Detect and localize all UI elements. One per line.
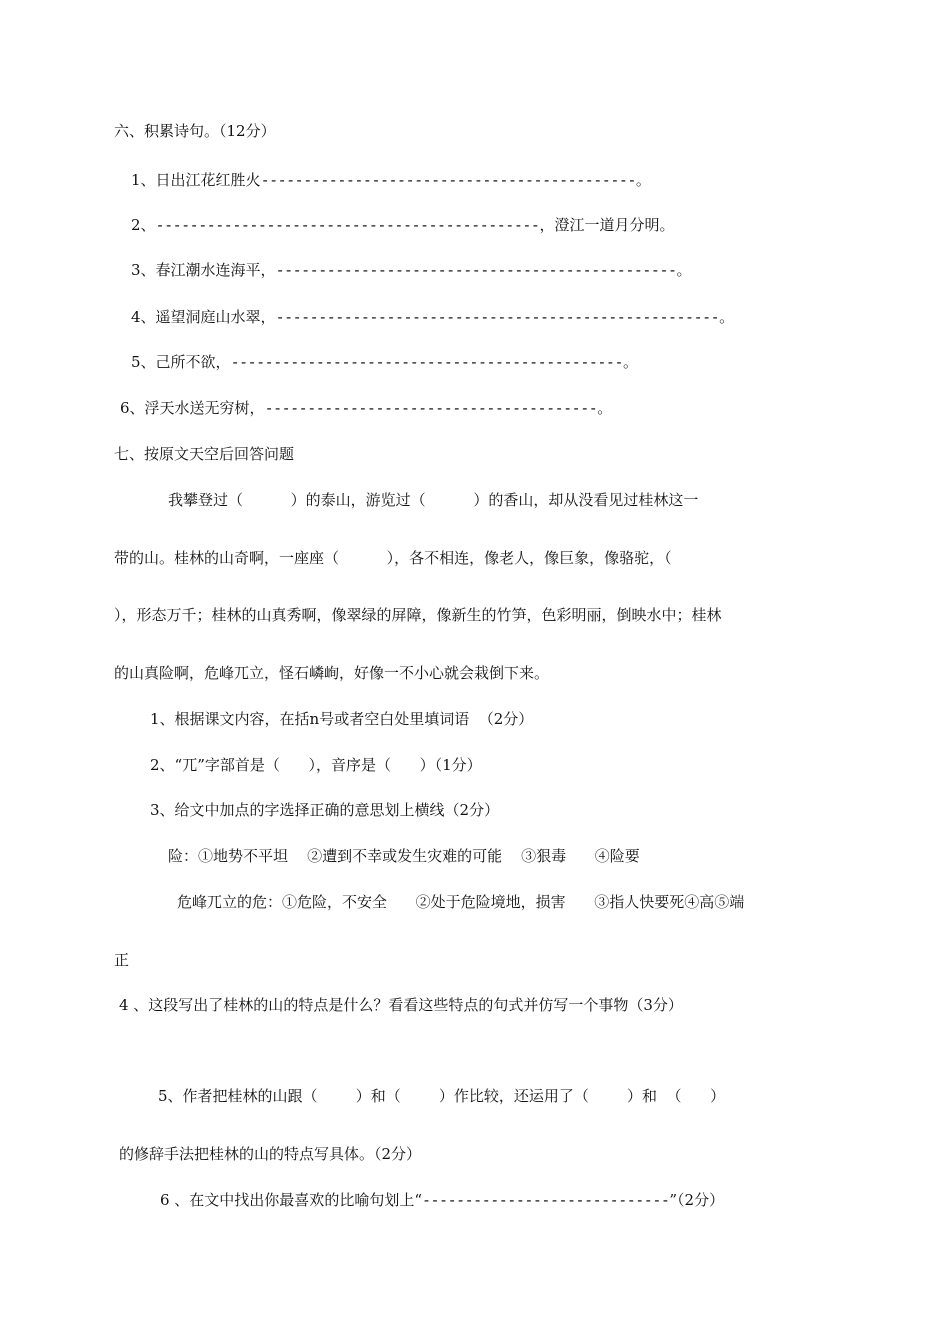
passage-line: ），形态万千；桂林的山真秀啊，像翠绿的屏障，像新生的竹笋，色彩明丽，倒映水中；桂林 [114, 606, 722, 624]
passage-line: 带的山。桂林的山奇啊，一座座（ ），各不相连，像老人，像巨象，像骆驼，（ [114, 549, 672, 567]
question-6: 6 、在文中找出你最喜欢的比喻句划上“-----------------------------”（2分） [160, 1191, 725, 1209]
question-5: 5、作者把桂林的山跟（ ）和（ ）作比较，还运用了（ ）和 （ ） [158, 1087, 726, 1105]
section-6-title: 六、积累诗句。（12分） [114, 122, 276, 140]
question-5-continued: 的修辞手法把桂林的山的特点写具体。（2分） [119, 1145, 422, 1163]
question-3-options-2: 危峰兀立的危：①危险，不安全 ②处于危险境地，损害 ③指人快要死④高⑤端 [177, 893, 745, 911]
question-3-options-2-continued: 正 [114, 951, 130, 969]
question-1: 1、根据课文内容，在括n号或者空白处里填词语 （2分） [150, 710, 534, 728]
section-7-title: 七、按原文天空后回答问题 [114, 445, 295, 463]
answer-blank[interactable]: ----------------------------------------------- [275, 261, 677, 279]
poem-item-4: 4、遥望洞庭山水翠，----------------------------------------------------。 [131, 308, 735, 326]
answer-blank[interactable]: -------------------------------------------- [260, 171, 636, 189]
question-2: 2、“兀”字部首是（ ），音序是（ ）（1分） [150, 756, 482, 774]
answer-blank[interactable]: ---------------------------------------------- [230, 353, 623, 371]
question-3: 3、给文中加点的字选择正确的意思划上横线（2分） [150, 801, 500, 819]
passage-line: 我攀登过（ ）的泰山，游览过（ ）的香山，却从没看见过桂林这一 [168, 491, 699, 509]
poem-item-2: 2、---------------------------------------------，澄江一道月分明。 [131, 216, 675, 234]
answer-blank[interactable]: ---------------------------------------------------- [275, 308, 720, 326]
poem-item-6: 6、浮天水送无穷树，---------------------------------------。 [120, 399, 613, 417]
poem-item-5: 5、己所不欲，----------------------------------------------。 [131, 353, 638, 371]
question-4: 4 、这段写出了桂林的山的特点是什么？看看这些特点的句式并仿写一个事物（3分） [119, 996, 683, 1014]
poem-item-1: 1、日出江花红胜火--------------------------------------------。 [131, 171, 651, 189]
poem-item-3: 3、春江潮水连海平，-----------------------------------------------。 [131, 261, 692, 279]
passage-line: 的山真险啊，危峰兀立，怪石嶙峋，好像一不小心就会栽倒下来。 [114, 664, 550, 682]
answer-blank[interactable]: --------------------------------------- [264, 399, 598, 417]
question-3-options-1: 险：①地势不平坦 ②遭到不幸或发生灾难的可能 ③狠毒 ④险要 [168, 847, 640, 865]
answer-blank[interactable]: ----------------------------- [421, 1191, 670, 1209]
answer-blank[interactable]: --------------------------------------------- [155, 216, 540, 234]
